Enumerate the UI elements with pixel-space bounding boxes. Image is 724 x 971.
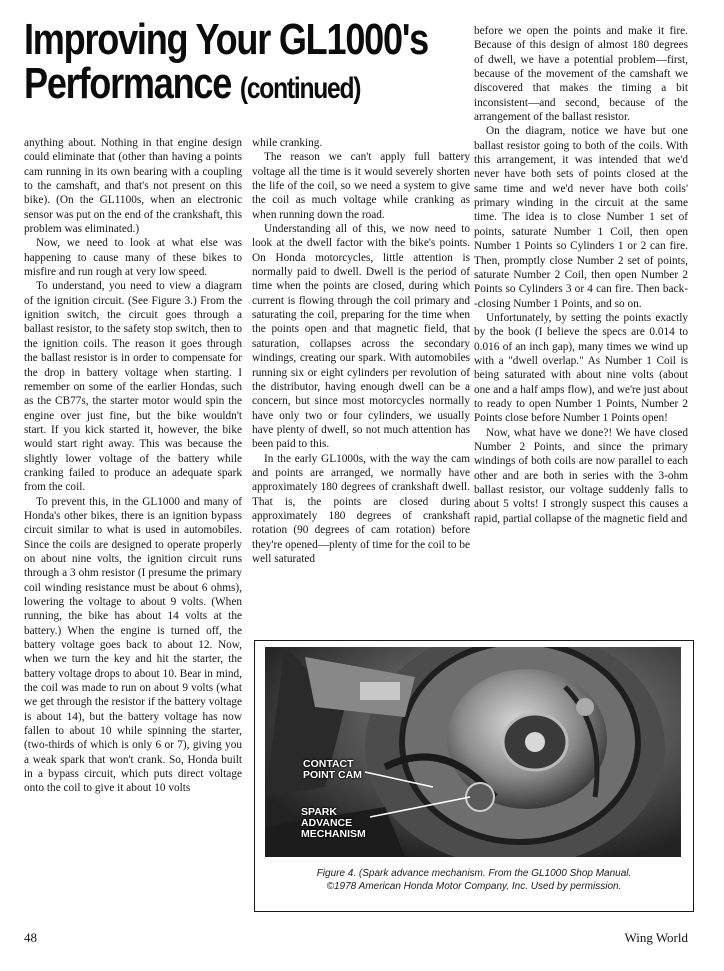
paragraph: Unfortunately, by setting the points exactly by the book (I believe the specs are 0.014 to 0.016 of an inch gap), many times we wind up with a "dwell overlap." As Number 1 Coil is being saturated with about nine volts (about one and a half amps flow), and we're just about to ready to open Number 1 Points, Number 2 Points close before Number 1 Points open! <box>474 311 688 425</box>
spark-advance-photo <box>265 647 681 857</box>
title-word-performance: Performance <box>24 59 232 108</box>
text-column-1 <box>24 136 242 926</box>
title-line-2 <box>24 59 385 111</box>
paragraph: Understanding all of this, we now need to look at the dwell factor with the bike's points. On Honda motorcycles, little attention is normally paid to dwell. Dwell is the period of time when the points are closed, during which current is flowing through the coil primary and saturating the coil, preparing for the time when the points open and that magnetic field, that saturation, collapses across the secondary windings, creating our spark. With automobiles running six or eight cylinders per revolution of the distributor, having enough dwell can be a concern, but since most motorcycles normally have only two or four cylinders, we usually have plenty of dwell, so not much attention has been paid to this. <box>252 223 470 451</box>
label-line: MECHANISM <box>301 828 366 840</box>
paragraph: The reason we can't apply full battery voltage all the time is it would severely shorten the life of the coil, so we need a system to give the coil as much voltage while cranking as when running down the road. <box>252 151 470 221</box>
caption-line-1: Figure 4. (Spark advance mechanism. From the GL1000 Shop Manual. <box>316 868 632 879</box>
magazine-name: Wing World <box>624 930 688 945</box>
label-spark-advance <box>301 807 366 840</box>
paragraph: To prevent this, in the GL1000 and many of Honda's other bikes, there is an ignition bypass circuit similar to what is used in automobiles. Since the coils are designed to operate properly on about nine volts, the ignition circuit runs through a 3 ohm resistor (I presume the primary coil winding resistance must be about 6 ohms), lowering the voltage to about 9 volts. (When running, the bike has about 14 volts at the battery.) When the engine is turned off, the battery voltage goes back to about 12. Now, when we turn the key and hit the starter, the battery voltage drops to about 10. Bear in mind, the coil was made to run on about 9 volts (what we get through the resistor if the battery voltage is about 14), but the battery voltage has now fallen to about 10 while spinning the starter, (two-thirds of which is only 6 or 7), giving you a weak spark that won't crank. So, Honda built in a bypass circuit, which puts direct voltage onto the coil to give it about 10 volts <box>24 495 242 795</box>
text-column-2 <box>252 136 470 631</box>
label-line: SPARK <box>301 806 337 818</box>
paragraph: On the diagram, notice we have but one ballast resistor going to both of the coils. With this arrangement, it was intended that we'd never have both sets of points closed at the same time and we'd never have both coils' primary winding in the circuit at the same time. The idea is to close Number 1 set of points, saturate Number 1 Coil, then open Number 1 Points so Cylinders 1 or 2 can fire. Then, promptly close Number 2 set of points, saturate Number 2 Coil, then open Number 2 Points so Cylinders 3 or 4 can fire. Then back--closing Number 1 Points, and so on. <box>474 125 688 310</box>
article-title <box>24 15 464 111</box>
page-number: 48 <box>24 930 37 945</box>
label-contact-point-cam <box>303 759 362 781</box>
paragraph: anything about. Nothing in that engine design could eliminate that (other than having a points cam running in its own bearing with a coupling to the camshaft, and that's not present on this bike). (On the GL1100s, when an electronic sensor was put on the end of the crankshaft, this problem was eliminated.) <box>24 137 242 236</box>
paragraph: while cranking. <box>252 137 323 149</box>
title-line-1: Improving Your GL1000's <box>24 15 429 64</box>
figure-4 <box>254 640 694 912</box>
label-line: ADVANCE <box>301 817 353 829</box>
title-continued: (continued) <box>239 72 361 105</box>
paragraph: Now, what have we done?! We have closed Number 2 Points, and since the primary windings of both coils are now parallel to each other and are both in series with the 3-ohm ballast resistor, our voltage suddenly falls to about 5 volts! I strongly suspect this causes a rapid, partial collapse of the magnetic field and <box>474 426 688 525</box>
figure-caption <box>267 867 681 893</box>
paragraph: In the early GL1000s, with the way the cam and points are arranged, we normally have approximately 180 degrees of crankshaft dwell. That is, the points are closed during approximately 180 degrees of crankshaft rotation (90 degrees of cam rotation) before they're opened—plenty of time for the coil to be well saturated <box>252 452 470 565</box>
paragraph: before we open the points and make it fire. Because of this design of almost 180 degrees of dwell, we have a potential problem—first, because of the movement of the camshaft we discovered that makes the timing a bit inconsistent—and second, because of the arrangement of the ballast resistor. <box>474 25 688 124</box>
caption-line-2: ©1978 American Honda Motor Company, Inc. Used by permission. <box>326 881 622 892</box>
label-line: CONTACT <box>303 758 354 770</box>
paragraph: Now, we need to look at what else was happening to cause many of these bikes to misfire and run rough at very low speed. <box>24 237 242 279</box>
label-line: POINT CAM <box>303 769 362 781</box>
text-column-3 <box>474 24 688 631</box>
paragraph: To understand, you need to view a diagram of the ignition circuit. (See Figure 3.) From the ignition switch, the circuit goes through a ballast resistor, to the safety stop switch, then to the ignition coils. The reason it goes through the ballast resistor is in order to compensate for the drop in battery voltage when starting. I remember on some of the earlier Hondas, such as the CB77s, the starter motor would spin the engine over just fine, but the bike wouldn't start. If you kick started it, however, the bike would start right away. This was because the slightly lower voltage of the battery while cranking failed to produce an adequate spark from the coil. <box>24 280 242 494</box>
